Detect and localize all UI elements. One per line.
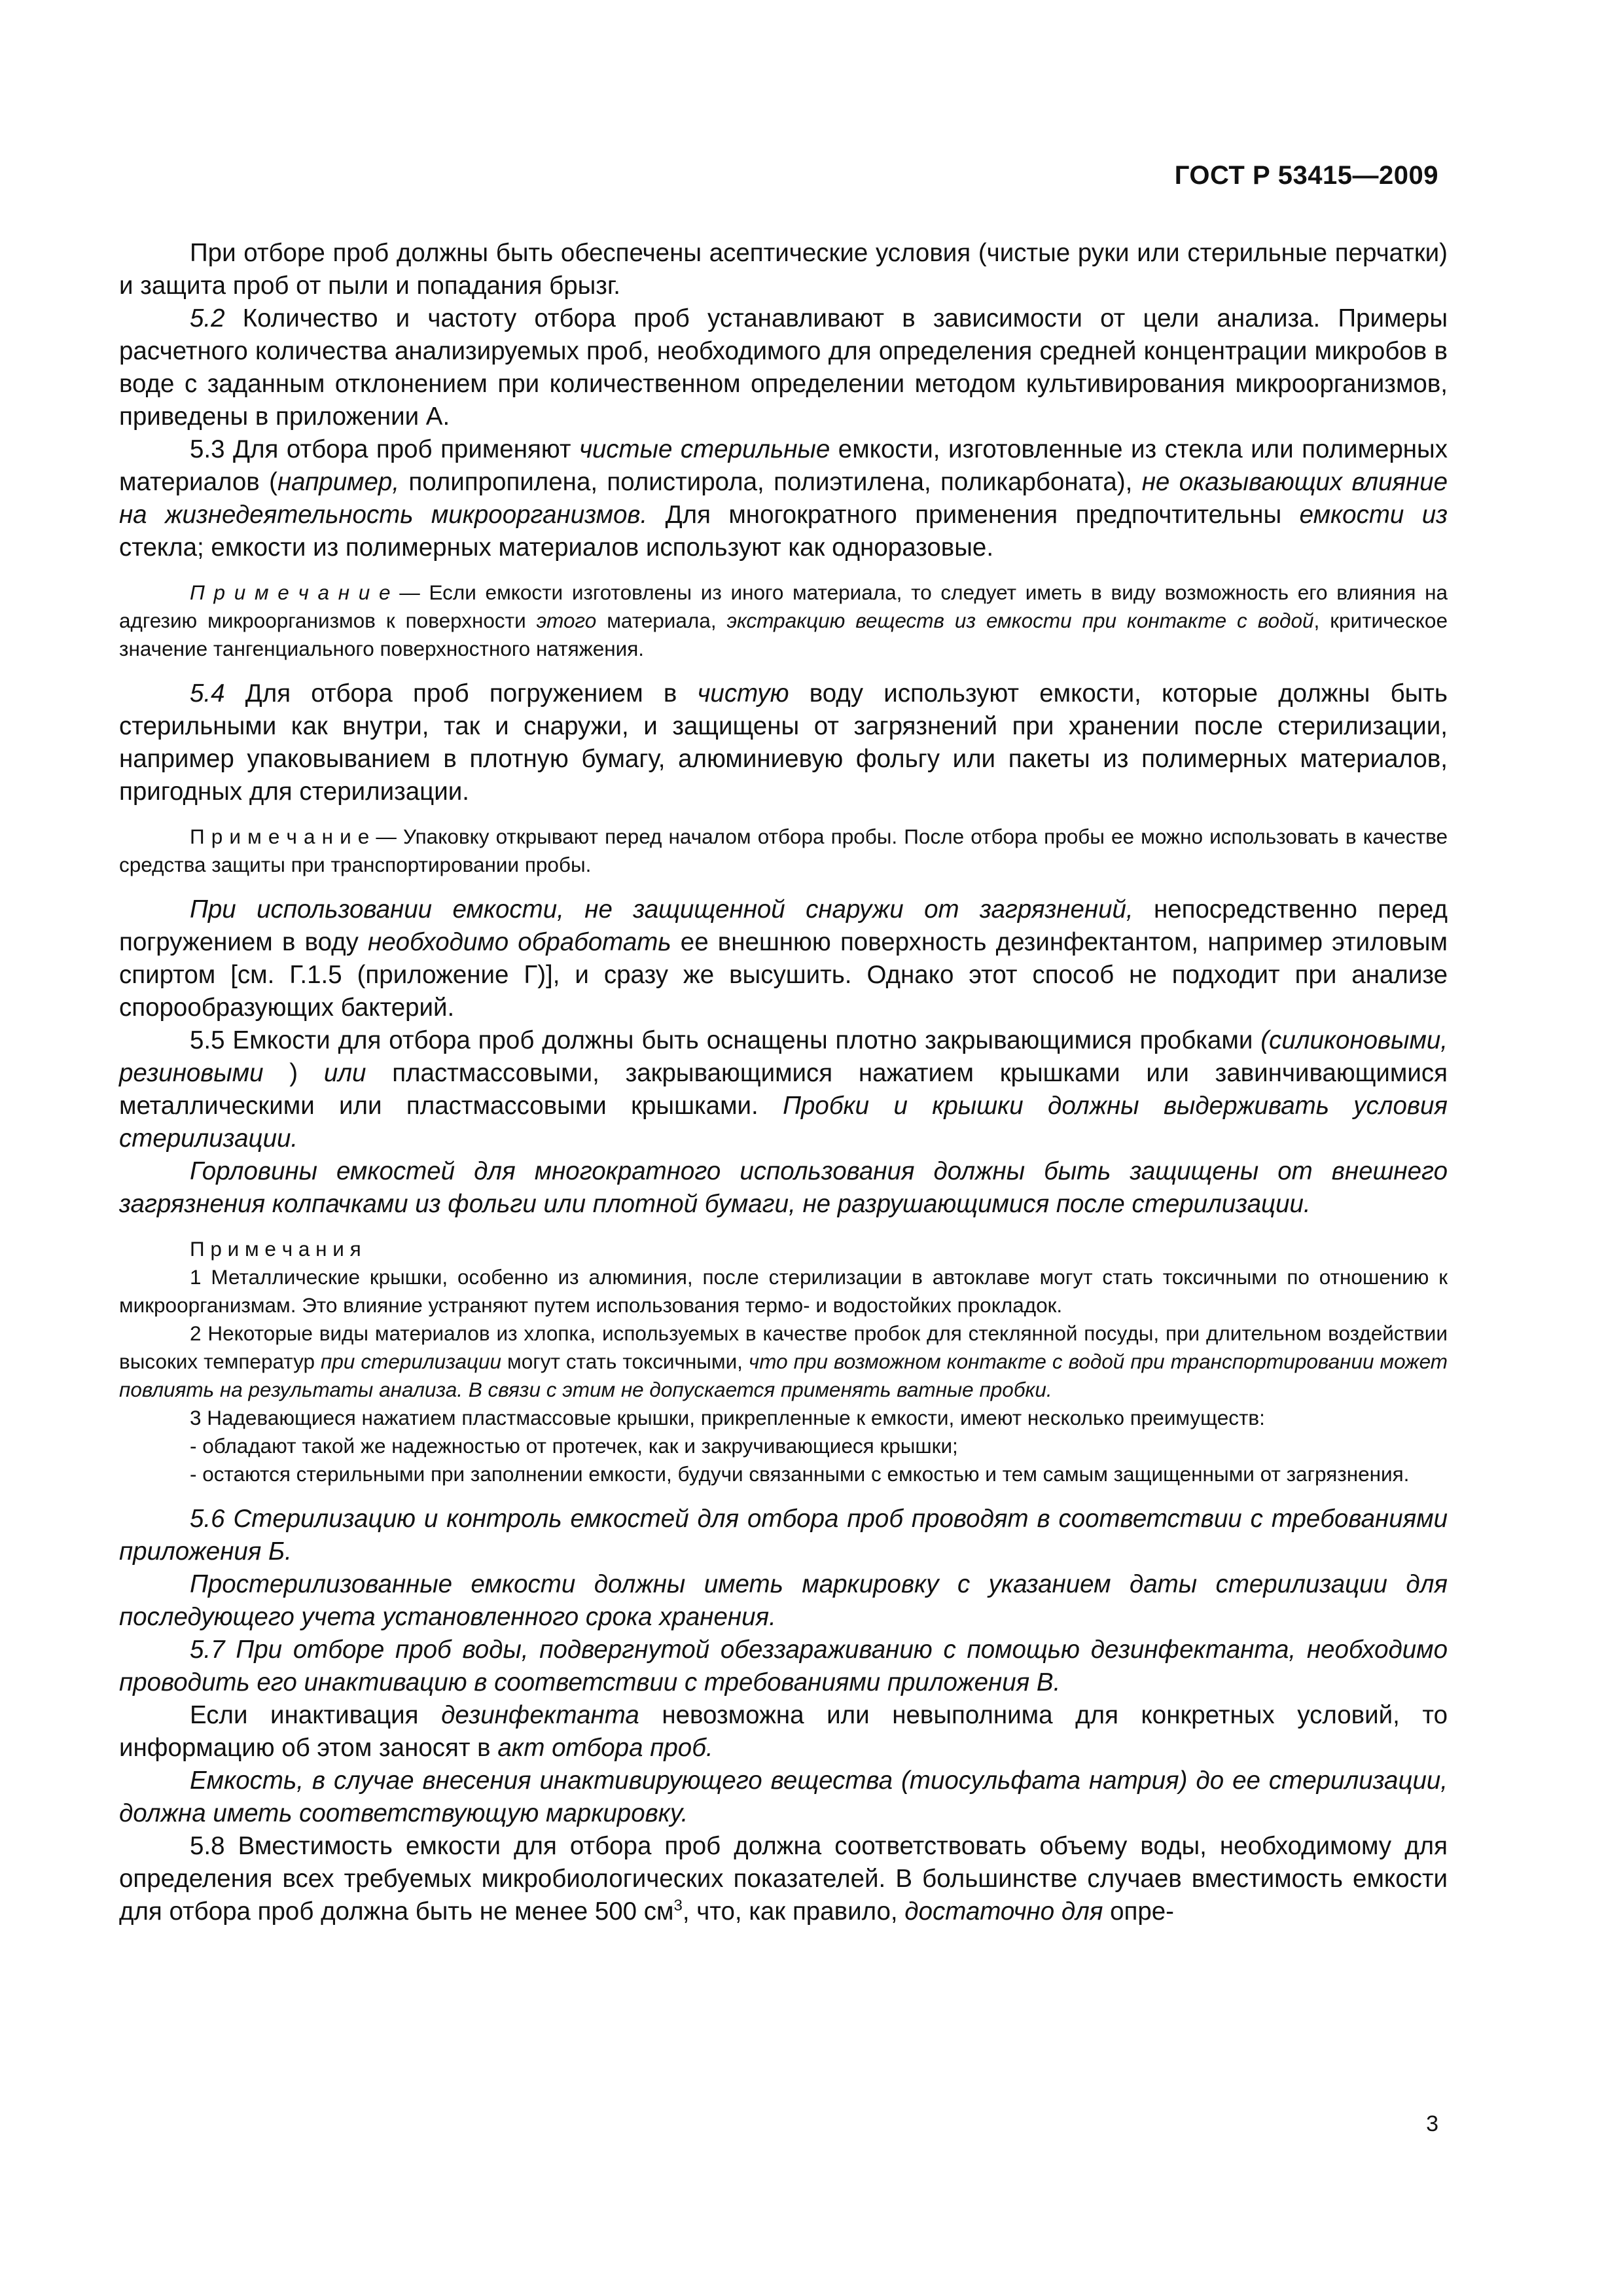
note-item-2: 2 Некоторые виды материалов из хлопка, используемых в качестве пробок для стеклянной посуды, при длительном воздействии высоких температур при стерилизации могут стать токсичными, что при возможном контакте с водой при транспортировании может повлиять на результаты анализа. В связи с этим не допускается применять ватные пробки. (119, 1321, 1448, 1401)
clause-5-5: 5.5 Емкости для отбора проб должны быть оснащены плотно закрывающимися пробками (силиконовыми, резиновыми ) или пластмассовыми, закрывающимися нажатием крышками или завинчивающимися металлическими или пластмассовыми крышками. Пробки и крышки должны выдерживать условия стерилизации. (119, 1026, 1448, 1153)
document-header: ГОСТ Р 53415—2009 (1174, 161, 1438, 190)
list-item: - обладают такой же надежностью от протечек, как и закручивающиеся крышки; (190, 1434, 958, 1458)
note-item-3: 3 Надевающиеся нажатием пластмассовые крышки, прикрепленные к емкости, имеют несколько преимуществ: (190, 1406, 1265, 1429)
clause-5-4: 5.4 Для отбора проб погружением в чистую воду используют емкости, которые должны быть стерильными как внутри, так и снаружи, и защищены от загрязнений при хранении после стерилизации, например упаковыванием в плотную бумагу, алюминиевую фольгу или пакеты из полимерных материалов, пригодных для стерилизации. (119, 679, 1448, 806)
paragraph-capacity-marking: Емкость, в случае внесения инактивирующего вещества (тиосульфата натрия) до ее стерилизации, должна иметь соответствующую маркировку. (119, 1767, 1448, 1827)
clause-5-6: 5.6 Стерилизацию и контроль емкостей для отбора проб проводят в соответствии с требованиями приложения Б. (119, 1505, 1448, 1566)
note-2: П р и м е ч а н и е — Упаковку открывают перед началом отбора пробы. После отбора пробы ее можно использовать в качестве средства защиты при транспортировании пробы. (119, 825, 1448, 876)
paragraph-container-necks: Горловины емкостей для многократного использования должны быть защищены от внешнего загрязнения колпачками из фольги или плотной бумаги, не разрушающимися после стерилизации. (119, 1157, 1448, 1218)
paragraph-intro: При отборе проб должны быть обеспечены асептические условия (чистые руки или стерильные перчатки) и защита проб от пыли и попадания брызг. (119, 239, 1448, 300)
note-item-1: 1 Металлические крышки, особенно из алюминия, после стерилизации в автоклаве могут стать токсичными по отношению к микроорганизмам. Это влияние устраняют путем использования термо- и водостойких прокладок. (119, 1265, 1448, 1317)
paragraph-inactivation: Если инактивация дезинфектанта невозможна или невыполнима для конкретных условий, то информацию об этом заносят в акт отбора проб. (119, 1701, 1448, 1762)
page-number: 3 (1426, 2111, 1438, 2136)
paragraph-marking: Простерилизованные емкости должны иметь маркировку с указанием даты стерилизации для последующего учета установленного срока хранения. (119, 1570, 1448, 1631)
note-label: П р и м е ч а н и е (190, 581, 391, 604)
clause-5-8: 5.8 Вместимость емкости для отбора проб должна соответствовать объему воды, необходимому для определения всех требуемых микробиологических показателей. В большинстве случаев вместимость емкости для отбора проб должна быть не менее 500 $см^3$, что, как правило, достаточно для опре- (119, 1832, 1448, 1926)
list-item: - остаются стерильными при заполнении емкости, будучи связанными с емкостью и тем самым защищенными от загрязнения. (190, 1462, 1410, 1486)
clause-5-3: 5.3 Для отбора проб применяют чистые стерильные емкости, изготовленные из стекла или полимерных материалов (например, полипропилена, полистирола, полиэтилена, поликарбоната), не оказывающих влияние на жизнедеятельность микроорганизмов. Для многократного применения предпочтительны емкости из стекла; емкости из полимерных материалов используют как одноразовые. (119, 435, 1448, 562)
note-label: П р и м е ч а н и е (190, 825, 370, 848)
notes-block (119, 1235, 1448, 1488)
clause-5-2: 5.2 Количество и частоту отбора проб устанавливают в зависимости от цели анализа. Примеры расчетного количества анализируемых проб, необходимого для определения средней концентрации микробов в воде с заданным отклонением при количественном определении методом культивирования микроорганизмов, приведены в приложении А. (119, 304, 1448, 431)
clause-5-7: 5.7 При отборе проб воды, подвергнутой обеззараживанию с помощью дезинфектанта, необходимо проводить его инактивацию в соответствии с требованиями приложения В. (119, 1636, 1448, 1696)
paragraph-unprotected-container: При использовании емкости, не защищенной снаружи от загрязнений, непосредственно перед погружением в воду необходимо обработать ее внешнюю поверхность дезинфектантом, например этиловым спиртом [см. Г.1.5 (приложение Г)], и сразу же высушить. Однако этот способ не подходит при анализе спорообразующих бактерий. (119, 895, 1448, 1022)
note-1: П р и м е ч а н и е — Если емкости изготовлены из иного материала, то следует иметь в виду возможность его влияния на адгезию микроорганизмов к поверхности этого материала, экстракцию веществ из емкости при контакте с водой, критическое значение тангенциального поверхностного натяжения. (119, 581, 1448, 660)
document-body (119, 237, 1448, 1928)
notes-label: П р и м е ч а н и я (190, 1237, 361, 1261)
